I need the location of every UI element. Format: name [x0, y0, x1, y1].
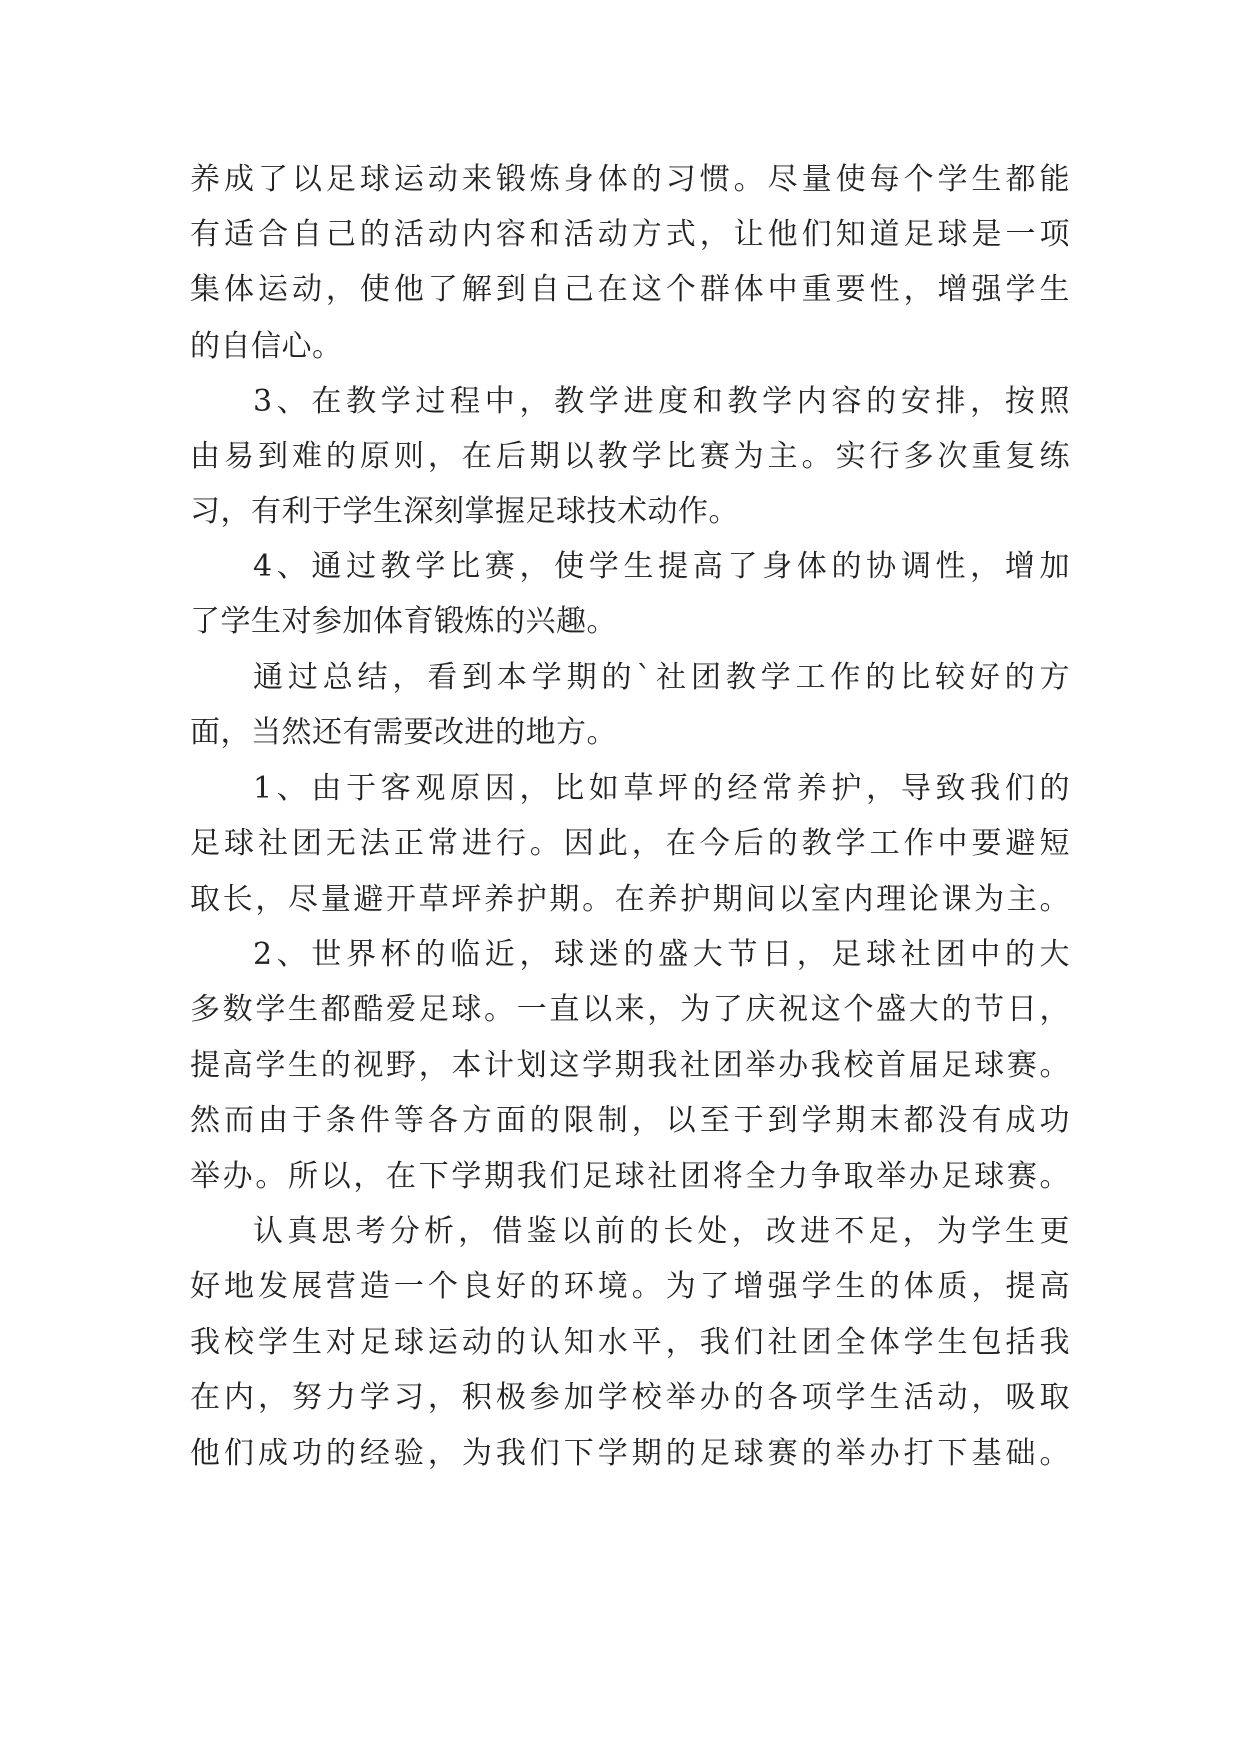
text-line: 我校学生对足球运动的认知水平，我们社团全体学生包括我 — [190, 1325, 1070, 1360]
text-line: 面，当然还有需要改进的地方。 — [190, 715, 617, 750]
text-line: 习，有利于学生深刻掌握足球技术动作。 — [190, 494, 739, 529]
text-line: 集体运动，使他了解到自己在这个群体中重要性，增强学生 — [190, 272, 1070, 307]
text-line: 由易到难的原则，在后期以教学比赛为主。实行多次重复练 — [190, 439, 1070, 474]
text-line: 在内，努力学习，积极参加学校举办的各项学生活动，吸取 — [190, 1380, 1070, 1415]
text-line: 然而由于条件等各方面的限制，以至于到学期末都没有成功 — [190, 1103, 1070, 1138]
text-line: 养成了以足球运动来锻炼身体的习惯。尽量使每个学生都能 — [190, 162, 1070, 197]
text-line: 多数学生都酷爱足球。一直以来，为了庆祝这个盛大的节日， — [190, 992, 1070, 1027]
text-line: 取长，尽量避开草坪养护期。在养护期间以室内理论课为主。 — [190, 882, 1070, 917]
text-line: 他们成功的经验，为我们下学期的足球赛的举办打下基础。 — [190, 1436, 1070, 1471]
paragraph-first-line: 2、世界杯的临近，球迷的盛大节日，足球社团中的大 — [253, 937, 1070, 972]
text-line: 的自信心。 — [190, 329, 343, 364]
paragraph-first-line: 通过总结，看到本学期的`社团教学工作的比较好的方 — [253, 660, 1070, 695]
text-line: 提高学生的视野，本计划这学期我社团举办我校首届足球赛。 — [190, 1048, 1070, 1083]
text-line: 了学生对参加体育锻炼的兴趣。 — [190, 604, 617, 639]
paragraph-first-line: 4、通过教学比赛，使学生提高了身体的协调性，增加 — [253, 549, 1070, 584]
paragraph-first-line: 1、由于客观原因，比如草坪的经常养护，导致我们的 — [253, 771, 1070, 806]
paragraph-first-line: 3、在教学过程中，教学进度和教学内容的安排，按照 — [253, 384, 1070, 419]
text-line: 有适合自己的活动内容和活动方式，让他们知道足球是一项 — [190, 217, 1070, 252]
paragraph-first-line: 认真思考分析，借鉴以前的长处，改进不足，为学生更 — [253, 1214, 1070, 1249]
text-line: 举办。所以，在下学期我们足球社团将全力争取举办足球赛。 — [190, 1159, 1070, 1194]
text-line: 足球社团无法正常进行。因此，在今后的教学工作中要避短 — [190, 826, 1070, 861]
text-line: 好地发展营造一个良好的环境。为了增强学生的体质，提高 — [190, 1269, 1070, 1304]
